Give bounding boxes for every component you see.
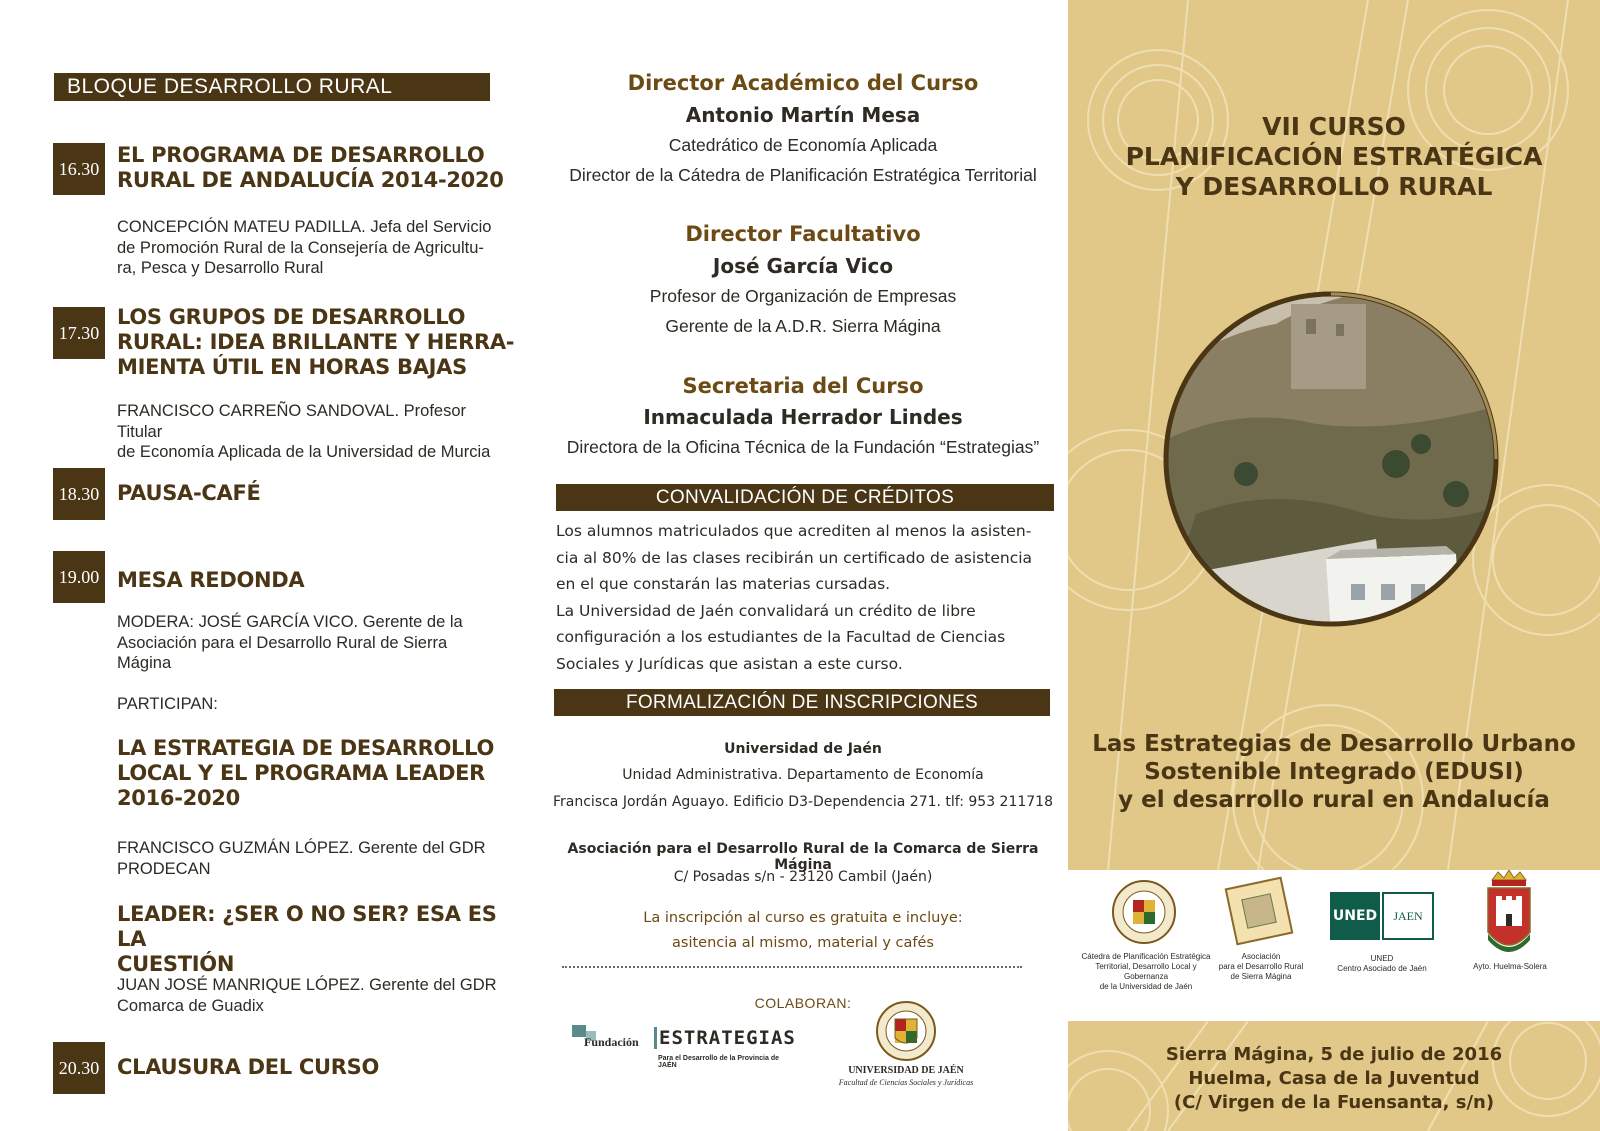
venue-line: (C/ Virgen de la Fuensanta, s/n) (1173, 1092, 1495, 1113)
adr-name: Asociación para el Desarrollo Rural de la Comarca de Sierra Mágina (567, 841, 1039, 873)
estrategias-prefix: Fundación (584, 1035, 639, 1049)
title-line: MESA REDONDA (117, 568, 305, 592)
caption-line: UNED (1370, 954, 1394, 963)
desc-line: de Promoción Rural de la Consejería de Agricultu- (117, 238, 484, 257)
uja-name: Universidad de Jaén (724, 741, 882, 757)
adr-stamp-icon (1225, 877, 1294, 946)
title-line: LOS GRUPOS DE DESARROLLO (117, 305, 466, 329)
caption-line: Asociación (1241, 952, 1281, 961)
participan-label: PARTICIPAN: (117, 695, 218, 713)
title-line: Y DESARROLLO RURAL (1175, 172, 1493, 201)
caption-line: de Sierra Mágina (1230, 972, 1292, 981)
panel-speaker (117, 838, 512, 879)
stamp-map (1241, 893, 1277, 929)
session-time: 20.30 (53, 1042, 105, 1094)
session-time: 18.30 (53, 468, 105, 520)
title-line: PLANIFICACIÓN ESTRATÉGICA (1125, 142, 1543, 171)
session-title (117, 1055, 517, 1080)
desc-line: Asociación para el Desarrollo Rural de Sierra (117, 633, 448, 652)
title-line: 2016-2020 (117, 786, 240, 810)
panel-title (117, 736, 517, 811)
title-line: CLAUSURA DEL CURSO (117, 1055, 380, 1079)
session-speaker (117, 401, 512, 463)
gratuita-line: asitencia al mismo, material y cafés (672, 935, 934, 951)
para-line: Los alumnos matriculados que acrediten al menos la asisten- (556, 522, 1032, 540)
subtitle-line: Las Estrategias de Desarrollo Urbano (1092, 731, 1576, 757)
huelma-caption (1460, 962, 1560, 972)
director-academico-line: Catedrático de Economía Aplicada (668, 135, 938, 155)
desc-line: Mágina (117, 654, 172, 672)
uned-jaen-mark: JAEN (1382, 892, 1434, 940)
title-line: RURAL: IDEA BRILLANTE Y HERRA- (117, 330, 515, 354)
uja-logo-name: UNIVERSIDAD DE JAÉN (848, 1065, 964, 1076)
title-line: EL PROGRAMA DE DESARROLLO (117, 143, 485, 167)
secretaria-name: Inmaculada Herrador Lindes (643, 405, 963, 429)
colaboran-label: COLABORAN: (754, 995, 852, 1011)
huelma-coat-of-arms-icon (1482, 870, 1536, 962)
venue-line: Huelma, Casa de la Juventud (1188, 1068, 1480, 1089)
block-header: BLOQUE DESARROLLO RURAL (54, 73, 490, 101)
director-academico-role: Director Académico del Curso (627, 71, 979, 95)
desc-line: FRANCISCO GUZMÁN LÓPEZ. Gerente del GDR (117, 839, 486, 857)
venue-info (1068, 1043, 1600, 1115)
session-speaker (117, 217, 512, 279)
director-academico-line: Director de la Cátedra de Planificación Estratégica Territorial (569, 165, 1037, 185)
para-line: configuración a los estudiantes de la Facultad de Ciencias (556, 628, 1006, 646)
title-line: PAUSA-CAFÉ (117, 481, 261, 505)
title-line: LA ESTRATEGIA DE DESARROLLO (117, 736, 495, 760)
session-time: 19.00 (53, 551, 105, 603)
caption-line: de la Universidad de Jaén (1099, 982, 1193, 991)
uja-logo (836, 1000, 976, 1095)
adr-address: C/ Posadas s/n - 23120 Cambil (Jaén) (673, 869, 933, 885)
uned-mark: UNED (1330, 892, 1380, 940)
gratuita-line: La inscripción al curso es gratuita e incluye: (643, 910, 963, 926)
session-title (117, 568, 517, 593)
convalidacion-header: CONVALIDACIÓN DE CRÉDITOS (556, 484, 1054, 511)
desc-line: CONCEPCIÓN MATEU PADILLA. Jefa del Servicio (117, 218, 492, 236)
para-line: Sociales y Jurídicas que asistan a este curso. (556, 654, 903, 673)
caption-line: para el Desarrollo Rural (1218, 962, 1304, 971)
desc-line: de Economía Aplicada de la Universidad de Murcia (117, 443, 491, 461)
info-column (548, 0, 1058, 1131)
secretaria-line: Directora de la Oficina Técnica de la Fundación “Estrategias” (566, 437, 1040, 457)
venue-line: Sierra Mágina, 5 de julio de 2016 (1165, 1044, 1503, 1065)
subtitle-line: y el desarrollo rural en Andalucía (1118, 787, 1550, 813)
uja-logo-tag: Facultad de Ciencias Sociales y Jurídicas (838, 1078, 974, 1087)
caption-line: Cátedra de Planificación Estratégica (1081, 952, 1211, 961)
title-line: MIENTA ÚTIL EN HORAS BAJAS (117, 355, 467, 379)
panel-speaker (117, 975, 512, 1016)
estrategias-name: ESTRATEGIAS (654, 1027, 796, 1049)
director-academico-name: Antonio Martín Mesa (685, 103, 921, 127)
caption-line: Ayto. Huelma-Solera (1473, 962, 1547, 971)
title-line: VII CURSO (1262, 112, 1406, 141)
para-line: La Universidad de Jaén convalidará un crédito de libre (556, 601, 976, 620)
desc-line: PRODECAN (117, 859, 211, 878)
program-column (0, 0, 530, 1131)
uned-caption (1318, 954, 1446, 974)
course-subtitle (1068, 730, 1600, 814)
panel-title (117, 902, 517, 977)
session-speaker (117, 612, 512, 674)
session-time: 16.30 (53, 143, 105, 195)
convalidacion-text (556, 518, 1056, 677)
secretaria-role: Secretaria del Curso (682, 374, 924, 398)
caption-line: Territorial, Desarrollo Local y Gobernanza (1095, 962, 1197, 981)
director-facultativo-line: Gerente de la A.D.R. Sierra Mágina (665, 316, 941, 336)
para-line: en el que constarán las materias cursadas. (556, 575, 891, 593)
estrategias-tag: Para el Desarrollo de la Provincia de JAÉN (658, 1055, 779, 1069)
formalizacion-header: FORMALIZACIÓN DE INSCRIPCIONES (554, 689, 1050, 716)
venue-background (1068, 1021, 1600, 1131)
session-title (117, 305, 517, 380)
course-title (1068, 112, 1600, 202)
castle-photo (1156, 284, 1506, 634)
subtitle-line: Sostenible Integrado (EDUSI) (1144, 759, 1524, 785)
desc-line: JUAN JOSÉ MANRIQUE LÓPEZ. Gerente del GDR (117, 976, 497, 994)
uja-seal-icon (873, 1000, 939, 1062)
cover-panel (1068, 0, 1600, 1131)
caption-line: Centro Asociado de Jaén (1337, 964, 1427, 973)
session-time: 17.30 (53, 307, 105, 359)
session-title (117, 143, 517, 193)
title-line: CUESTIÓN (117, 952, 235, 976)
catedra-seal-icon (1110, 878, 1178, 946)
desc-line: FRANCISCO CARREÑO SANDOVAL. Profesor Titular (117, 402, 467, 441)
director-facultativo-line: Profesor de Organización de Empresas (649, 286, 957, 306)
catedra-caption (1076, 952, 1216, 992)
estrategias-logo (572, 1025, 796, 1073)
director-facultativo-role: Director Facultativo (685, 222, 921, 246)
uned-logo (1330, 892, 1434, 940)
para-line: cia al 80% de las clases recibirán un certificado de asistencia (556, 548, 1033, 567)
adr-caption (1216, 952, 1306, 982)
uja-line: Unidad Administrativa. Departamento de Economía (622, 767, 984, 783)
cover-background (1068, 0, 1600, 870)
dotted-divider (562, 966, 1022, 968)
logos-strip (1068, 870, 1600, 1021)
director-facultativo-name: José García Vico (712, 254, 894, 278)
session-title (117, 481, 517, 506)
desc-line: Comarca de Guadix (117, 996, 264, 1015)
title-line: LOCAL Y EL PROGRAMA LEADER (117, 761, 486, 785)
uja-line: Francisca Jordán Aguayo. Edificio D3-Dependencia 271. tlf: 953 211718 (552, 794, 1053, 810)
desc-line: ra, Pesca y Desarrollo Rural (117, 259, 324, 277)
title-line: RURAL DE ANDALUCÍA 2014-2020 (117, 168, 504, 192)
title-line: LEADER: ¿SER O NO SER? ESA ES LA (117, 902, 497, 951)
desc-line: MODERA: JOSÉ GARCÍA VICO. Gerente de la (117, 613, 463, 631)
